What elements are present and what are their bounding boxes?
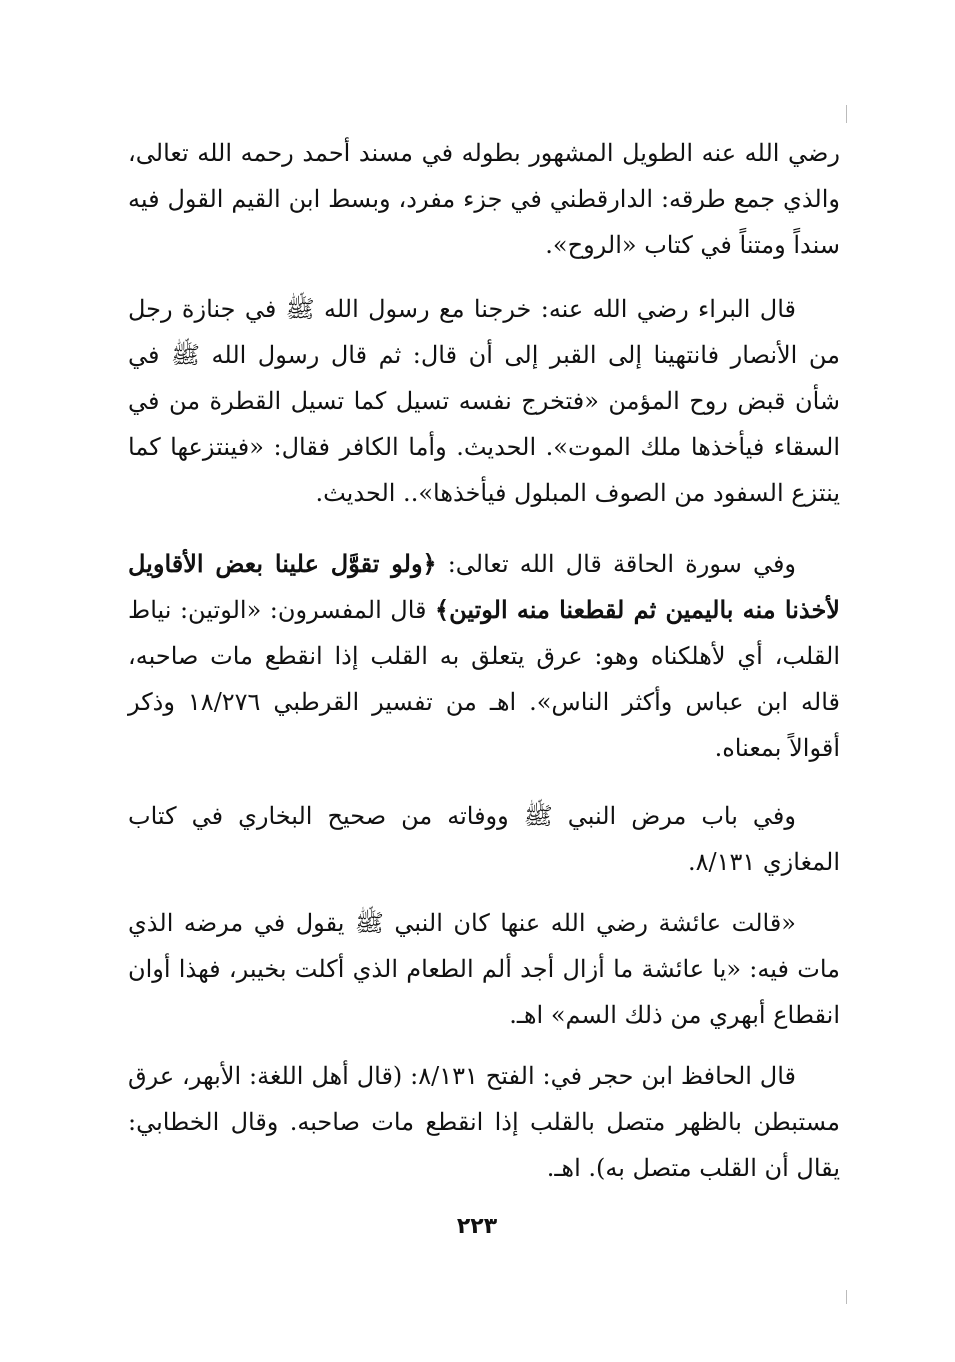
scan-margin-mark-bottom <box>846 1290 847 1304</box>
paragraph-1-text: رضي الله عنه الطويل المشهور بطوله في مسند أحمد رحمه الله تعالى، والذي جمع طرقه: الدارقطني في جزء مفرد، وبسط ابن القيم القول فيه سنداً ومتناً في كتاب «الروح». <box>128 139 840 259</box>
paragraph-3 <box>128 541 840 771</box>
paragraph-1 <box>128 130 840 268</box>
paragraph-4-text: وفي باب مرض النبي ﷺ ووفاته من صحيح البخاري في كتاب المغازي ٨/١٣١. <box>128 802 840 876</box>
paragraph-5 <box>128 900 840 1038</box>
paragraph-4 <box>128 793 840 885</box>
scan-margin-mark-top <box>846 105 847 123</box>
paragraph-3-commentary: قال المفسرون: «الوتين: نياط القلب، أي لأهلكناه وهو: عرق يتعلق به القلب إذا انقطع مات صاحبه، قاله ابن عباس وأكثر الناس». اهـ من تفسير القرطبي ١٨/٢٧٦ وذكر أقوالاً بمعناه. <box>128 596 840 762</box>
paragraph-6 <box>128 1053 840 1191</box>
paragraph-6-text: قال الحافظ ابن حجر في: الفتح ٨/١٣١: (قال أهل اللغة: الأبهر، عرق مستبطن بالظهر متصل بالقلب إذا انقطع مات صاحبه. وقال الخطابي: يقال أن القلب متصل به). اهـ. <box>128 1062 840 1182</box>
paragraph-3-intro: وفي سورة الحاقة قال الله تعالى: <box>436 550 797 578</box>
paragraph-2-text: قال البراء رضي الله عنه: خرجنا مع رسول الله ﷺ في جنازة رجل من الأنصار فانتهينا إلى القبر إلى أن قال: ثم قال رسول الله ﷺ في شأن قبض روح المؤمن «فتخرج نفسه تسيل كما تسيل القطرة من في السقاء فيأخذها ملك الموت». الحديث. وأما الكافر فقال: «فينتزعها كما ينتزع السفود من الصوف المبلول فيأخذها».. الحديث. <box>128 295 841 507</box>
quran-verse: ﴿ولو تقوَّل علينا بعض الأقاويل لأخذنا منه باليمين ثم لقطعنا منه الوتين﴾ <box>128 549 840 624</box>
paragraph-5-text: «قالت عائشة رضي الله عنها كان النبي ﷺ يقول في مرضه الذي مات فيه: «يا عائشة ما أزال أجد ألم الطعام الذي أكلت بخيبر، فهذا أوان انقطاع أبهري من ذلك السم» اهـ. <box>128 909 840 1029</box>
page-number: ٢٢٣ <box>456 1214 498 1239</box>
paragraph-2 <box>128 286 840 516</box>
